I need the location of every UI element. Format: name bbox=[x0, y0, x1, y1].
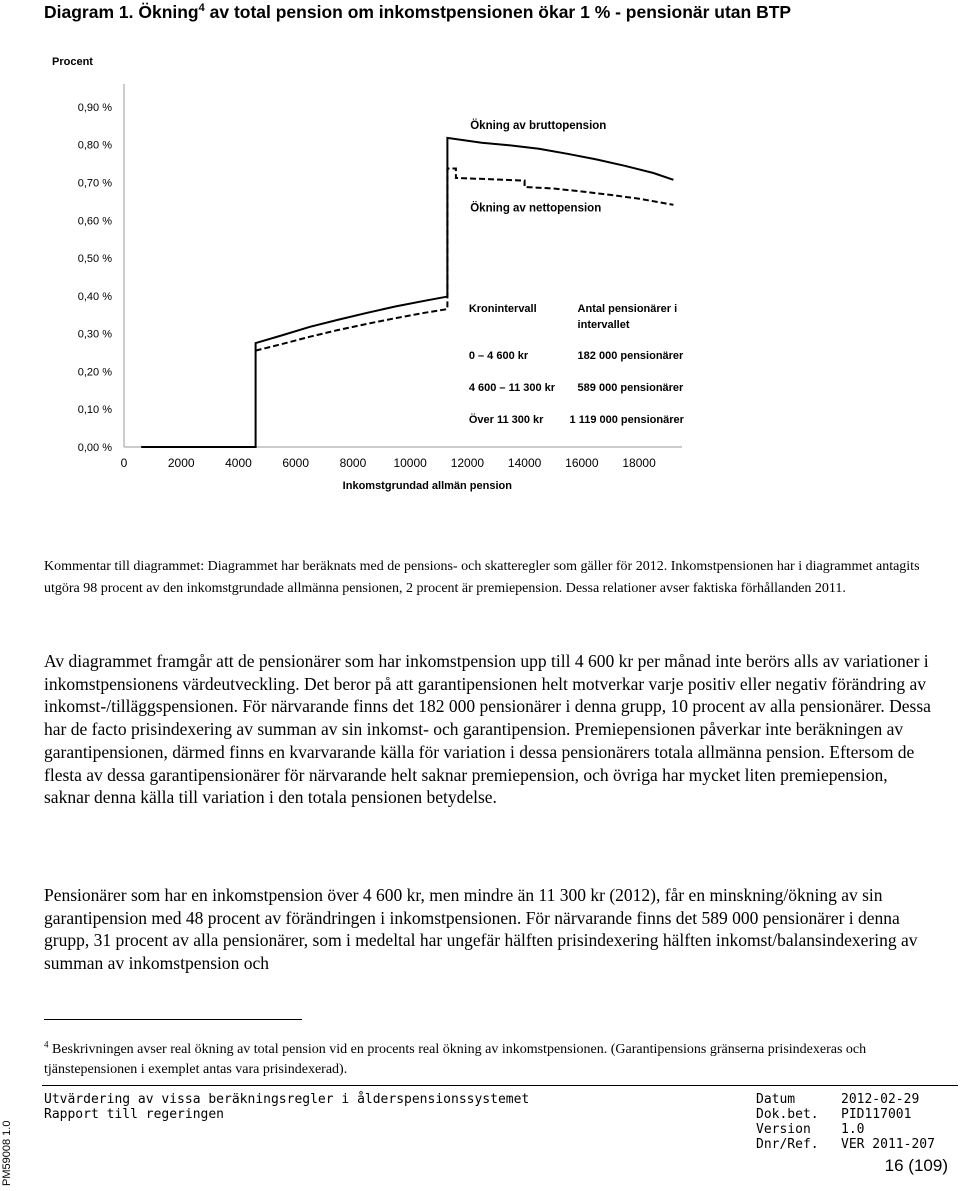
y-tick-label: 0,60 % bbox=[77, 215, 112, 228]
chart-comment: Kommentar till diagrammet: Diagrammet har beräknats med de pensions- och skatteregler som gäller för 2012. Inkomstpensionen har i diagrammet antagits utgöra 98 procent av den inkomstgrundade allmänna pensionen, 2 procent är premiepension. Dessa relationer avser faktiska förhållanden 2011. bbox=[44, 559, 920, 596]
y-tick-label: 0,50 % bbox=[77, 253, 112, 266]
legend-interval: 4 600 – 11 300 kr bbox=[468, 382, 556, 394]
footer-meta-labels bbox=[756, 1092, 819, 1152]
x-tick-label: 4000 bbox=[225, 456, 252, 470]
footnote bbox=[44, 1040, 924, 1080]
meta-value-date: 2012-02-29 bbox=[841, 1092, 920, 1107]
footer-separator bbox=[42, 1085, 958, 1086]
meta-value-version: 1.0 bbox=[841, 1122, 865, 1137]
x-tick-label: 12000 bbox=[450, 456, 485, 470]
page-number: 16 (109) bbox=[884, 1156, 948, 1175]
legend-count: 589 000 pensionärer bbox=[577, 382, 684, 394]
footnote-number: 4 bbox=[44, 1039, 49, 1050]
footnote-ref[interactable]: 4 bbox=[198, 2, 205, 15]
y-tick-label: 0,00 % bbox=[77, 442, 112, 454]
y-tick-label: 0,40 % bbox=[77, 290, 112, 303]
meta-label-version: Version bbox=[756, 1122, 811, 1137]
footnote-separator bbox=[44, 1019, 302, 1020]
meta-label-dnr: Dnr/Ref. bbox=[756, 1137, 819, 1152]
diagram-title-suffix: av total pension om inkomstpensionen ökar 1 % - pensionär utan BTP bbox=[204, 2, 792, 22]
footer-doc-title: Utvärdering av vissa beräkningsregler i ålderspensionssystemet bbox=[44, 1092, 530, 1107]
y-axis-label: Procent bbox=[52, 56, 93, 68]
series-annotation-netto: Ökning av nettopension bbox=[470, 202, 602, 215]
meta-label-docref: Dok.bet. bbox=[756, 1107, 819, 1122]
x-tick-label: 8000 bbox=[339, 456, 367, 470]
footnote-text: Beskrivningen avser real ökning av total pension vid en procents real ökning av inkomstpensionen. (Garantipensions gränserna prisindexeras och tjänstepensionen i exemplet antas vara prisindexerad). bbox=[44, 1042, 867, 1077]
meta-label-date: Datum bbox=[756, 1092, 796, 1107]
diagram-title-prefix: Diagram 1. Ökning bbox=[44, 2, 199, 22]
x-tick-label: 16000 bbox=[565, 456, 599, 470]
pension-increase-chart bbox=[40, 50, 720, 500]
x-tick-label: 14000 bbox=[507, 456, 542, 470]
legend-header-count: Antal pensionärer i intervallet bbox=[577, 303, 678, 331]
y-tick-label: 0,70 % bbox=[77, 177, 112, 190]
body-paragraph-2: Pensionärer som har en inkomstpension över 4 600 kr, men mindre än 11 300 kr (2012), får en minskning/ökning av sin garantipension med 48 procent av förändringen i inkomstpensionen. För närvarande finns det 589 000 pensionärer i denna grupp, 31 procent av alla pensionärer, som i medeltal har ungefär hälften prisindexering hälften inkomst/balansindexering av summan av inkomstpension och bbox=[44, 885, 918, 974]
x-axis-label: Inkomstgrundad allmän pension bbox=[342, 480, 512, 492]
legend-count: 1 119 000 pensionärer bbox=[569, 414, 684, 426]
y-tick-label: 0,80 % bbox=[77, 139, 112, 152]
x-tick-label: 2000 bbox=[167, 456, 195, 470]
y-tick-label: 0,20 % bbox=[77, 366, 112, 379]
legend-header-interval: Kronintervall bbox=[468, 303, 537, 315]
legend-count: 182 000 pensionärer bbox=[577, 350, 684, 362]
diagram-title bbox=[44, 2, 924, 23]
x-tick-label: 18000 bbox=[622, 456, 656, 470]
legend-interval: Över 11 300 kr bbox=[468, 414, 544, 426]
series-line-brutto bbox=[141, 138, 673, 447]
legend-interval: 0 – 4 600 kr bbox=[468, 350, 529, 362]
template-id: PM59008 1.0 bbox=[1, 1120, 13, 1186]
x-tick-label: 6000 bbox=[282, 456, 310, 470]
x-tick-label: 10000 bbox=[393, 456, 427, 470]
y-tick-label: 0,30 % bbox=[77, 328, 112, 341]
body-paragraph-1: Av diagrammet framgår att de pensionärer som har inkomstpension upp till 4 600 kr per månad inte berörs alls av variationer i inkomstpensionens värdeutveckling. Det beror på att garantipensionen helt motverkar varje positiv eller negativ förändring av inkomst-/tilläggspensionen. För närvarande finns det 182 000 pensionärer i denna grupp, 10 procent av alla pensionärer. Dessa har de facto prisindexering av summan av sin inkomst- och garantipension. Premiepensionen påverkar inte beräkningen av garantipensionen, därmed finns en kvarvarande källa för variation i dessa pensionärers totala allmänna pension. Eftersom de flesta av dessa garantipensionärer för närvarande helt saknar premiepension, och övriga har mycket liten premiepension, saknar denna källa till variation i den totala pensionen betydelse. bbox=[44, 651, 931, 808]
footer-doc-subtitle: Rapport till regeringen bbox=[44, 1107, 225, 1122]
y-tick-label: 0,10 % bbox=[77, 404, 112, 417]
meta-value-dnr: VER 2011-207 bbox=[841, 1137, 935, 1152]
footer-meta-values bbox=[841, 1092, 935, 1152]
series-annotation-brutto: Ökning av bruttopension bbox=[470, 119, 607, 132]
meta-value-docref: PID117001 bbox=[841, 1107, 912, 1122]
y-tick-label: 0,90 % bbox=[77, 101, 112, 114]
x-tick-label: 0 bbox=[120, 456, 128, 470]
